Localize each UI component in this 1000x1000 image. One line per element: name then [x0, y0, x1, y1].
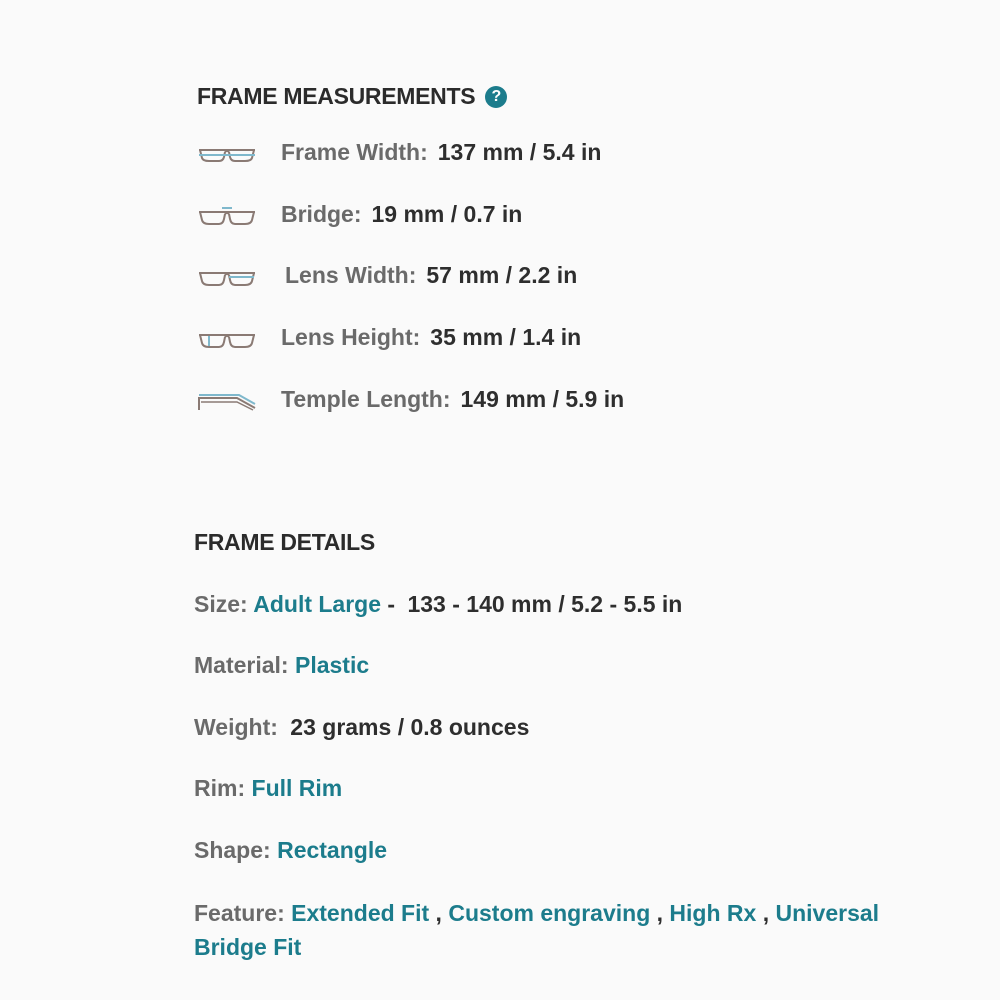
- bridge-icon: [197, 203, 257, 227]
- rim-row: [194, 775, 342, 802]
- frame-measurements-title: FRAME MEASUREMENTS: [197, 83, 476, 109]
- weight-value: 23 grams / 0.8 ounces: [290, 714, 530, 740]
- shape-link[interactable]: Rectangle: [277, 837, 388, 863]
- bridge-label: Bridge:: [281, 201, 362, 227]
- feature-link-custom-engraving[interactable]: Custom engraving: [448, 900, 651, 926]
- bridge-value: 19 mm / 0.7 in: [371, 201, 523, 227]
- material-link[interactable]: Plastic: [294, 652, 370, 678]
- frame-width-value: 137 mm / 5.4 in: [437, 139, 602, 165]
- material-label: Material:: [194, 652, 289, 678]
- size-value: 133 - 140 mm / 5.2 - 5.5 in: [407, 591, 683, 617]
- lens-width-label: Lens Width:: [285, 262, 417, 288]
- lens-width-row: [197, 262, 577, 289]
- material-row: [194, 652, 369, 679]
- temple-length-row: [197, 386, 624, 413]
- lens-width-value: 57 mm / 2.2 in: [426, 262, 578, 288]
- temple-length-value: 149 mm / 5.9 in: [460, 386, 625, 412]
- lens-width-icon: [197, 264, 257, 288]
- lens-height-value: 35 mm / 1.4 in: [430, 324, 582, 350]
- lens-height-row: [197, 324, 581, 351]
- size-link[interactable]: Adult Large: [253, 591, 382, 617]
- feature-link-extended-fit[interactable]: Extended Fit: [291, 900, 430, 926]
- bridge-row: [197, 201, 522, 228]
- feature-label: Feature:: [194, 900, 285, 926]
- feature-row: Feature: Extended Fit , Custom engraving , High Rx , Universal Bridge Fit: [194, 900, 880, 960]
- lens-height-label: Lens Height:: [281, 324, 421, 350]
- size-separator: -: [387, 591, 396, 617]
- rim-link[interactable]: Full Rim: [251, 775, 343, 801]
- frame-measurements-heading: [197, 83, 507, 110]
- shape-row: [194, 837, 387, 864]
- frame-width-row: [197, 139, 601, 166]
- frame-details-title: FRAME DETAILS: [194, 529, 375, 555]
- shape-label: Shape:: [194, 837, 271, 863]
- weight-row: [194, 714, 529, 741]
- size-row: [194, 591, 682, 618]
- weight-label: Weight:: [194, 714, 278, 740]
- size-label: Size:: [194, 591, 248, 617]
- lens-height-icon: [197, 326, 257, 350]
- frame-width-label: Frame Width:: [281, 139, 428, 165]
- temple-length-label: Temple Length:: [281, 386, 451, 412]
- feature-link-universal-bridge-fit[interactable]: Universal Bridge Fit: [194, 900, 880, 960]
- rim-label: Rim:: [194, 775, 246, 801]
- help-icon[interactable]: ?: [485, 86, 507, 108]
- feature-link-high-rx[interactable]: High Rx: [669, 900, 757, 926]
- frame-width-icon: [197, 141, 257, 165]
- temple-length-icon: [197, 388, 257, 412]
